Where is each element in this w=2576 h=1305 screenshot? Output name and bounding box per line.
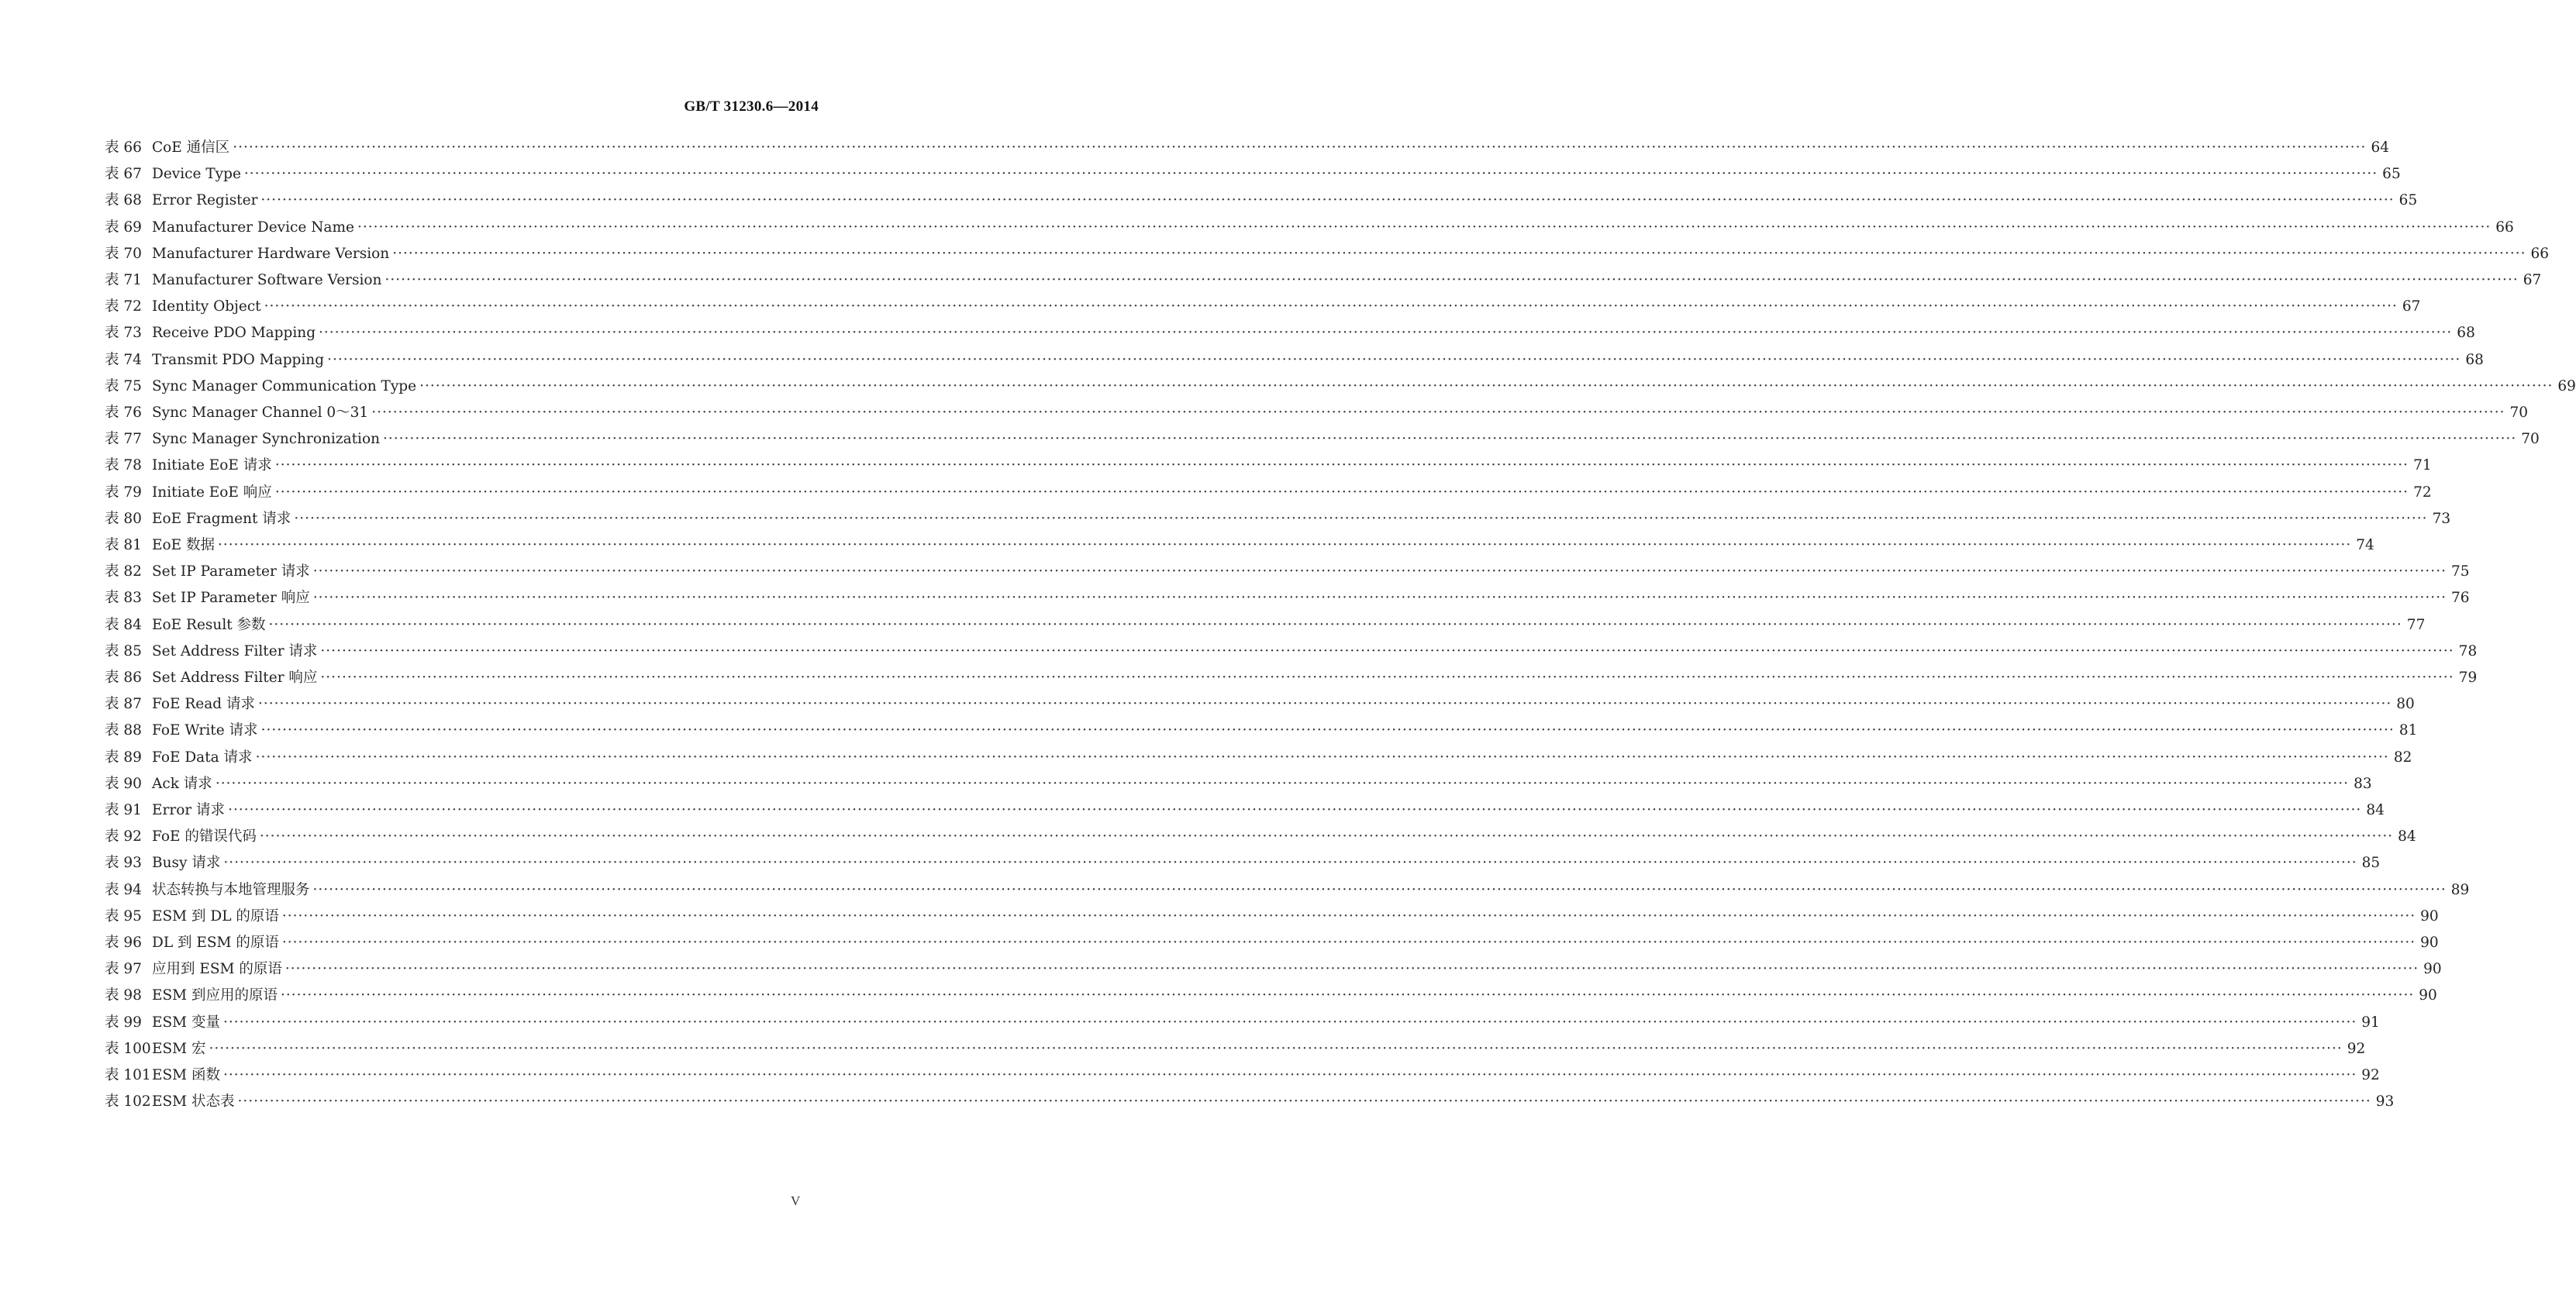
toc-entry-leader-line xyxy=(152,719,2418,742)
toc-entry-leader-line xyxy=(152,852,2381,875)
toc-entry-page: 72 xyxy=(2413,484,2432,501)
toc-entry-page: 70 xyxy=(2509,405,2528,421)
dot-leader: ················································································································································································································································································································································································································ xyxy=(281,935,2416,951)
toc-entry-label: 表 99 xyxy=(105,1014,142,1031)
toc-entry-leader-line xyxy=(152,481,2432,504)
toc-entry-title[interactable]: Manufacturer Device Name xyxy=(152,219,354,236)
dot-leader: ················································································································································································································································································································································································································ xyxy=(357,219,2492,236)
dot-leader: ················································································································································································································································································································································································································ xyxy=(243,166,2378,183)
dot-leader: ················································································································································································································································································································································································································ xyxy=(264,298,2398,315)
toc-entry-title[interactable]: Set IP Parameter 请求 xyxy=(152,563,310,580)
toc-entry-page: 90 xyxy=(2420,907,2439,925)
toc-entry[interactable] xyxy=(0,852,2381,875)
toc-entry[interactable] xyxy=(0,1064,2380,1087)
toc-entry-label: 表 70 xyxy=(105,245,142,262)
dot-leader: ················································································································································································································································································································································································································ xyxy=(274,484,2409,501)
toc-entry-label: 表 75 xyxy=(105,377,142,394)
toc-entry-title[interactable]: Initiate EoE 响应 xyxy=(152,484,272,501)
toc-entry-label: 表 86 xyxy=(105,670,142,686)
toc-entry-label: 表 68 xyxy=(105,192,142,209)
toc-entry[interactable] xyxy=(0,719,2418,742)
toc-entry[interactable] xyxy=(0,879,2470,902)
dot-leader: ················································································································································································································································································································································································································ xyxy=(260,192,2395,209)
dot-leader: ················································································································································································································································································································································································································ xyxy=(215,775,2350,792)
dot-leader: ················································································································································································································································································································································································································ xyxy=(312,563,2447,580)
toc-entry-title[interactable]: Transmit PDO Mapping xyxy=(152,351,325,368)
toc-entry-title[interactable]: EoE 数据 xyxy=(152,537,216,553)
toc-entry-page: 92 xyxy=(2361,1067,2380,1083)
toc-entry[interactable] xyxy=(0,773,2372,796)
toc-entry-page: 73 xyxy=(2432,510,2451,527)
toc-entry-title[interactable]: ESM 状态表 xyxy=(152,1093,235,1110)
toc-entry-title[interactable]: Device Type xyxy=(152,166,241,183)
toc-entry-label: 表 80 xyxy=(105,510,142,527)
toc-entry-leader-line xyxy=(152,958,2442,981)
toc-entry[interactable] xyxy=(0,163,2401,186)
dot-leader: ················································································································································································································································································································································································································ xyxy=(281,987,2415,1004)
toc-entry-leader-line xyxy=(152,614,2426,637)
toc-entry-label: 表 95 xyxy=(105,907,142,925)
toc-entry-leader-line xyxy=(152,322,2475,345)
dot-leader: ················································································································································································································································································································································································································ xyxy=(419,377,2554,394)
toc-entry-page: 68 xyxy=(2465,351,2484,368)
toc-entry[interactable] xyxy=(0,534,2374,557)
dot-leader: ················································································································································································································································································································································································································ xyxy=(274,457,2409,474)
toc-entry-label: 表 92 xyxy=(105,828,142,845)
toc-entry-leader-line xyxy=(152,401,2528,425)
toc-entry-page: 66 xyxy=(2530,245,2550,262)
toc-entry-label: 表 98 xyxy=(105,987,142,1004)
dot-leader: ················································································································································································································································································································································································································ xyxy=(218,537,2352,553)
toc-entry-page: 92 xyxy=(2347,1040,2366,1057)
toc-entry-title[interactable]: 应用到 ESM 的原语 xyxy=(152,961,282,978)
toc-entry-title[interactable]: ESM 到应用的原语 xyxy=(152,987,278,1004)
toc-entry-label: 表 89 xyxy=(105,749,142,766)
toc-entry-title[interactable]: Error Register xyxy=(152,192,258,209)
toc-entry-label: 表 84 xyxy=(105,616,142,633)
dot-leader: ················································································································································································································································································································································································································ xyxy=(257,696,2392,713)
toc-entry-page: 84 xyxy=(2398,828,2416,845)
toc-entry[interactable] xyxy=(0,428,2540,451)
toc-entry-label: 表 91 xyxy=(105,802,142,818)
toc-entry-leader-line xyxy=(152,984,2437,1007)
toc-entry-label: 表 100 xyxy=(105,1040,151,1057)
toc-entry-page: 70 xyxy=(2521,431,2540,448)
dot-leader: ················································································································································································································································································································································································································ xyxy=(260,722,2395,739)
toc-entry-title[interactable]: FoE Read 请求 xyxy=(152,696,255,713)
toc-entry[interactable] xyxy=(0,614,2426,637)
dot-leader: ················································································································································································································································································································································································································ xyxy=(259,828,2394,845)
toc-entry-leader-line xyxy=(152,454,2432,477)
dot-leader: ················································································································································································································································································································································································································ xyxy=(223,855,2357,872)
dot-leader: ················································································································································································································································································································································································································ xyxy=(233,139,2367,156)
toc-entry-page: 93 xyxy=(2375,1093,2395,1110)
dot-leader: ················································································································································································································································································································································································································ xyxy=(255,749,2389,766)
toc-entry-title[interactable]: Busy 请求 xyxy=(152,855,221,872)
toc-entry-leader-line xyxy=(152,773,2372,796)
toc-entry-label: 表 87 xyxy=(105,696,142,713)
toc-entry-title[interactable]: ESM 宏 xyxy=(152,1040,206,1057)
dot-leader: ················································································································································································································································································································································································································ xyxy=(237,1093,2371,1110)
toc-entry[interactable] xyxy=(0,243,2550,266)
toc-entry-leader-line xyxy=(152,243,2550,266)
toc-entry-title[interactable]: Error 请求 xyxy=(152,802,226,818)
toc-entry-title[interactable]: ESM 变量 xyxy=(152,1014,221,1031)
toc-entry[interactable] xyxy=(0,136,2389,160)
toc-entry-leader-line xyxy=(152,269,2542,292)
toc-entry-leader-line xyxy=(152,825,2416,849)
toc-entry[interactable] xyxy=(0,799,2385,822)
toc-entry[interactable] xyxy=(0,216,2514,239)
toc-entry[interactable] xyxy=(0,189,2418,212)
toc-entry-label: 表 66 xyxy=(105,139,142,156)
toc-entry[interactable] xyxy=(0,560,2470,584)
dot-leader: ················································································································································································································································································································································································································ xyxy=(383,431,2517,448)
toc-entry-leader-line xyxy=(152,1064,2380,1087)
toc-entry-label: 表 79 xyxy=(105,484,142,501)
toc-entry-label: 表 88 xyxy=(105,722,142,739)
toc-entry[interactable] xyxy=(0,295,2421,319)
dot-leader: ················································································································································································································································································································································································································ xyxy=(392,245,2526,262)
toc-entry-page: 80 xyxy=(2396,696,2415,713)
toc-entry[interactable] xyxy=(0,349,2484,372)
toc-entry-title[interactable]: Sync Manager Communication Type xyxy=(152,377,417,394)
toc-entry-leader-line xyxy=(152,879,2470,902)
toc-entry-label: 表 82 xyxy=(105,563,142,580)
toc-entry-page: 90 xyxy=(2420,935,2439,951)
toc-entry-title[interactable]: Set IP Parameter 响应 xyxy=(152,590,310,607)
toc-entry-label: 表 67 xyxy=(105,166,142,183)
toc-entry[interactable] xyxy=(0,322,2475,345)
toc-entry-title[interactable]: 状态转换与本地管理服务 xyxy=(152,881,310,898)
toc-entry[interactable] xyxy=(0,825,2416,849)
toc-entry[interactable] xyxy=(0,1090,2395,1114)
toc-entry-leader-line xyxy=(152,1090,2395,1114)
toc-entry[interactable] xyxy=(0,746,2412,770)
toc-entry-title[interactable]: FoE Write 请求 xyxy=(152,722,258,739)
toc-entry-title[interactable]: EoE Result 参数 xyxy=(152,616,266,633)
toc-entry-title[interactable]: FoE 的错误代码 xyxy=(152,828,257,845)
toc-entry-label: 表 78 xyxy=(105,457,142,474)
toc-entry-leader-line xyxy=(152,189,2418,212)
toc-entry-label: 表 74 xyxy=(105,351,142,368)
toc-entry-leader-line xyxy=(152,587,2470,610)
toc-entry[interactable] xyxy=(0,269,2542,292)
dot-leader: ················································································································································································································································································································································································································ xyxy=(268,616,2402,633)
toc-entry-page: 83 xyxy=(2354,775,2372,792)
dot-leader: ················································································································································································································································································································································································································ xyxy=(284,961,2419,978)
toc-entry-page: 84 xyxy=(2366,802,2385,818)
toc-entry-page: 67 xyxy=(2523,272,2542,288)
toc-entry-leader-line xyxy=(152,693,2415,716)
toc-entry-leader-line xyxy=(152,931,2439,955)
toc-entry-title[interactable]: ESM 函数 xyxy=(152,1067,221,1083)
toc-entry-leader-line xyxy=(152,799,2385,822)
document-code: GB/T 31230.6—2014 xyxy=(684,98,819,115)
toc-entry-page: 91 xyxy=(2361,1014,2380,1031)
dot-leader: ················································································································································································································································································································································································································ xyxy=(327,351,2461,368)
toc-entry[interactable] xyxy=(0,640,2478,663)
toc-entry-label: 表 69 xyxy=(105,219,142,236)
toc-entry-label: 表 81 xyxy=(105,537,142,553)
toc-entry[interactable] xyxy=(0,984,2437,1007)
toc-entry-page: 65 xyxy=(2398,192,2418,209)
toc-entry-label: 表 93 xyxy=(105,855,142,872)
toc-entry-leader-line xyxy=(152,666,2478,690)
toc-entry-leader-line xyxy=(152,349,2484,372)
toc-entry-label: 表 76 xyxy=(105,405,142,421)
toc-entry-label: 表 94 xyxy=(105,881,142,898)
toc-entry-title[interactable]: Manufacturer Hardware Version xyxy=(152,245,390,262)
dot-leader: ················································································································································································································································································································································································································ xyxy=(228,802,2362,818)
toc-entry[interactable] xyxy=(0,905,2439,928)
toc-entry-label: 表 72 xyxy=(105,298,142,315)
toc-entry-label: 表 101 xyxy=(105,1067,151,1083)
toc-entry[interactable] xyxy=(0,454,2432,477)
toc-entry-leader-line xyxy=(152,163,2401,186)
toc-entry[interactable] xyxy=(0,401,2528,425)
toc-entry-leader-line xyxy=(152,508,2451,531)
dot-leader: ················································································································································································································································································································································································································ xyxy=(312,590,2447,607)
toc-entry-leader-line xyxy=(152,216,2514,239)
toc-entry-page: 76 xyxy=(2450,590,2470,607)
toc-entry-leader-line xyxy=(152,1011,2380,1035)
toc-entry[interactable] xyxy=(0,666,2478,690)
toc-entry-title[interactable]: Sync Manager Synchronization xyxy=(152,431,381,448)
toc-entry-title[interactable]: Ack 请求 xyxy=(152,775,212,792)
dot-leader: ················································································································································································································································································································································································································ xyxy=(385,272,2519,288)
dot-leader: ················································································································································································································································································································································································································ xyxy=(281,907,2416,925)
toc-entry-label: 表 102 xyxy=(105,1093,151,1110)
toc-entry-page: 89 xyxy=(2450,881,2470,898)
toc-entry[interactable] xyxy=(0,1038,2366,1061)
page-number-folio: V xyxy=(791,1193,801,1208)
dot-leader: ················································································································································································································································································································································································································ xyxy=(371,405,2505,421)
dot-leader: ················································································································································································································································································································································································································ xyxy=(312,881,2447,898)
dot-leader: ················································································································································································································································································································································································································ xyxy=(320,642,2454,659)
toc-entry-title[interactable]: Initiate EoE 请求 xyxy=(152,457,272,474)
toc-entry-page: 82 xyxy=(2393,749,2412,766)
toc-entry-page: 67 xyxy=(2402,298,2421,315)
toc-entry[interactable] xyxy=(0,481,2432,504)
toc-entry-page: 85 xyxy=(2361,855,2381,872)
toc-entry-title[interactable]: Receive PDO Mapping xyxy=(152,325,316,342)
toc-entry-page: 71 xyxy=(2413,457,2432,474)
toc-entry-leader-line xyxy=(152,1038,2366,1061)
toc-entry-leader-line xyxy=(152,375,2576,398)
toc-entry-page: 78 xyxy=(2458,642,2478,659)
dot-leader: ················································································································································································································································································································································································································ xyxy=(209,1040,2343,1057)
toc-entry-label: 表 85 xyxy=(105,642,142,659)
toc-entry-page: 75 xyxy=(2450,563,2470,580)
toc-entry-title[interactable]: CoE 通信区 xyxy=(152,139,230,156)
dot-leader: ················································································································································································································································································································································································································ xyxy=(294,510,2428,527)
toc-entry-title[interactable]: ESM 到 DL 的原语 xyxy=(152,907,279,925)
toc-entry-page: 81 xyxy=(2398,722,2418,739)
dot-leader: ················································································································································································································································································································································································································ xyxy=(319,325,2453,342)
toc-entry-page: 74 xyxy=(2356,537,2374,553)
toc-entry-label: 表 77 xyxy=(105,431,142,448)
toc-entry-title[interactable]: DL 到 ESM 的原语 xyxy=(152,935,279,951)
toc-entry-leader-line xyxy=(152,746,2412,770)
toc-entry-label: 表 83 xyxy=(105,590,142,607)
toc-entry-title[interactable]: Set Address Filter 响应 xyxy=(152,670,318,686)
toc-entry-leader-line xyxy=(152,295,2421,319)
toc-entry-page: 77 xyxy=(2406,616,2426,633)
toc-entry-title[interactable]: FoE Data 请求 xyxy=(152,749,253,766)
toc-entry-title[interactable]: Set Address Filter 请求 xyxy=(152,642,318,659)
toc-entry[interactable] xyxy=(0,587,2470,610)
toc-entry-leader-line xyxy=(152,534,2374,557)
dot-leader: ················································································································································································································································································································································································································ xyxy=(223,1067,2357,1083)
toc-entry-page: 66 xyxy=(2495,219,2514,236)
toc-entry-page: 68 xyxy=(2457,325,2475,342)
toc-entry-label: 表 71 xyxy=(105,272,142,288)
toc-entry[interactable] xyxy=(0,375,2576,398)
toc-entry-title[interactable]: Identity Object xyxy=(152,298,261,315)
toc-entry-page: 69 xyxy=(2557,377,2576,394)
toc-entry[interactable] xyxy=(0,1011,2380,1035)
toc-entry[interactable] xyxy=(0,508,2451,531)
toc-entry-label: 表 96 xyxy=(105,935,142,951)
dot-leader: ················································································································································································································································································································································································································ xyxy=(223,1014,2357,1031)
toc-entry-leader-line xyxy=(152,428,2540,451)
toc-entry-page: 79 xyxy=(2458,670,2478,686)
toc-entry-label: 表 97 xyxy=(105,961,142,978)
toc-entry-leader-line xyxy=(152,905,2439,928)
toc-entry-leader-line xyxy=(152,136,2389,160)
toc-entry-page: 65 xyxy=(2382,166,2401,183)
toc-entry-title[interactable]: EoE Fragment 请求 xyxy=(152,510,291,527)
toc-entry-title[interactable]: Manufacturer Software Version xyxy=(152,272,382,288)
toc-entry-page: 90 xyxy=(2423,961,2442,978)
toc-entry-leader-line xyxy=(152,640,2478,663)
toc-entry-page: 90 xyxy=(2419,987,2437,1004)
toc-entry[interactable] xyxy=(0,931,2439,955)
toc-entry-title[interactable]: Sync Manager Channel 0～31 xyxy=(152,405,369,421)
toc-entry[interactable] xyxy=(0,693,2415,716)
toc-entry-label: 表 73 xyxy=(105,325,142,342)
toc-entry[interactable] xyxy=(0,958,2442,981)
toc-entry-leader-line xyxy=(152,560,2470,584)
toc-entry-label: 表 90 xyxy=(105,775,142,792)
toc-entry-page: 64 xyxy=(2371,139,2389,156)
dot-leader: ················································································································································································································································································································································································································ xyxy=(320,670,2454,686)
